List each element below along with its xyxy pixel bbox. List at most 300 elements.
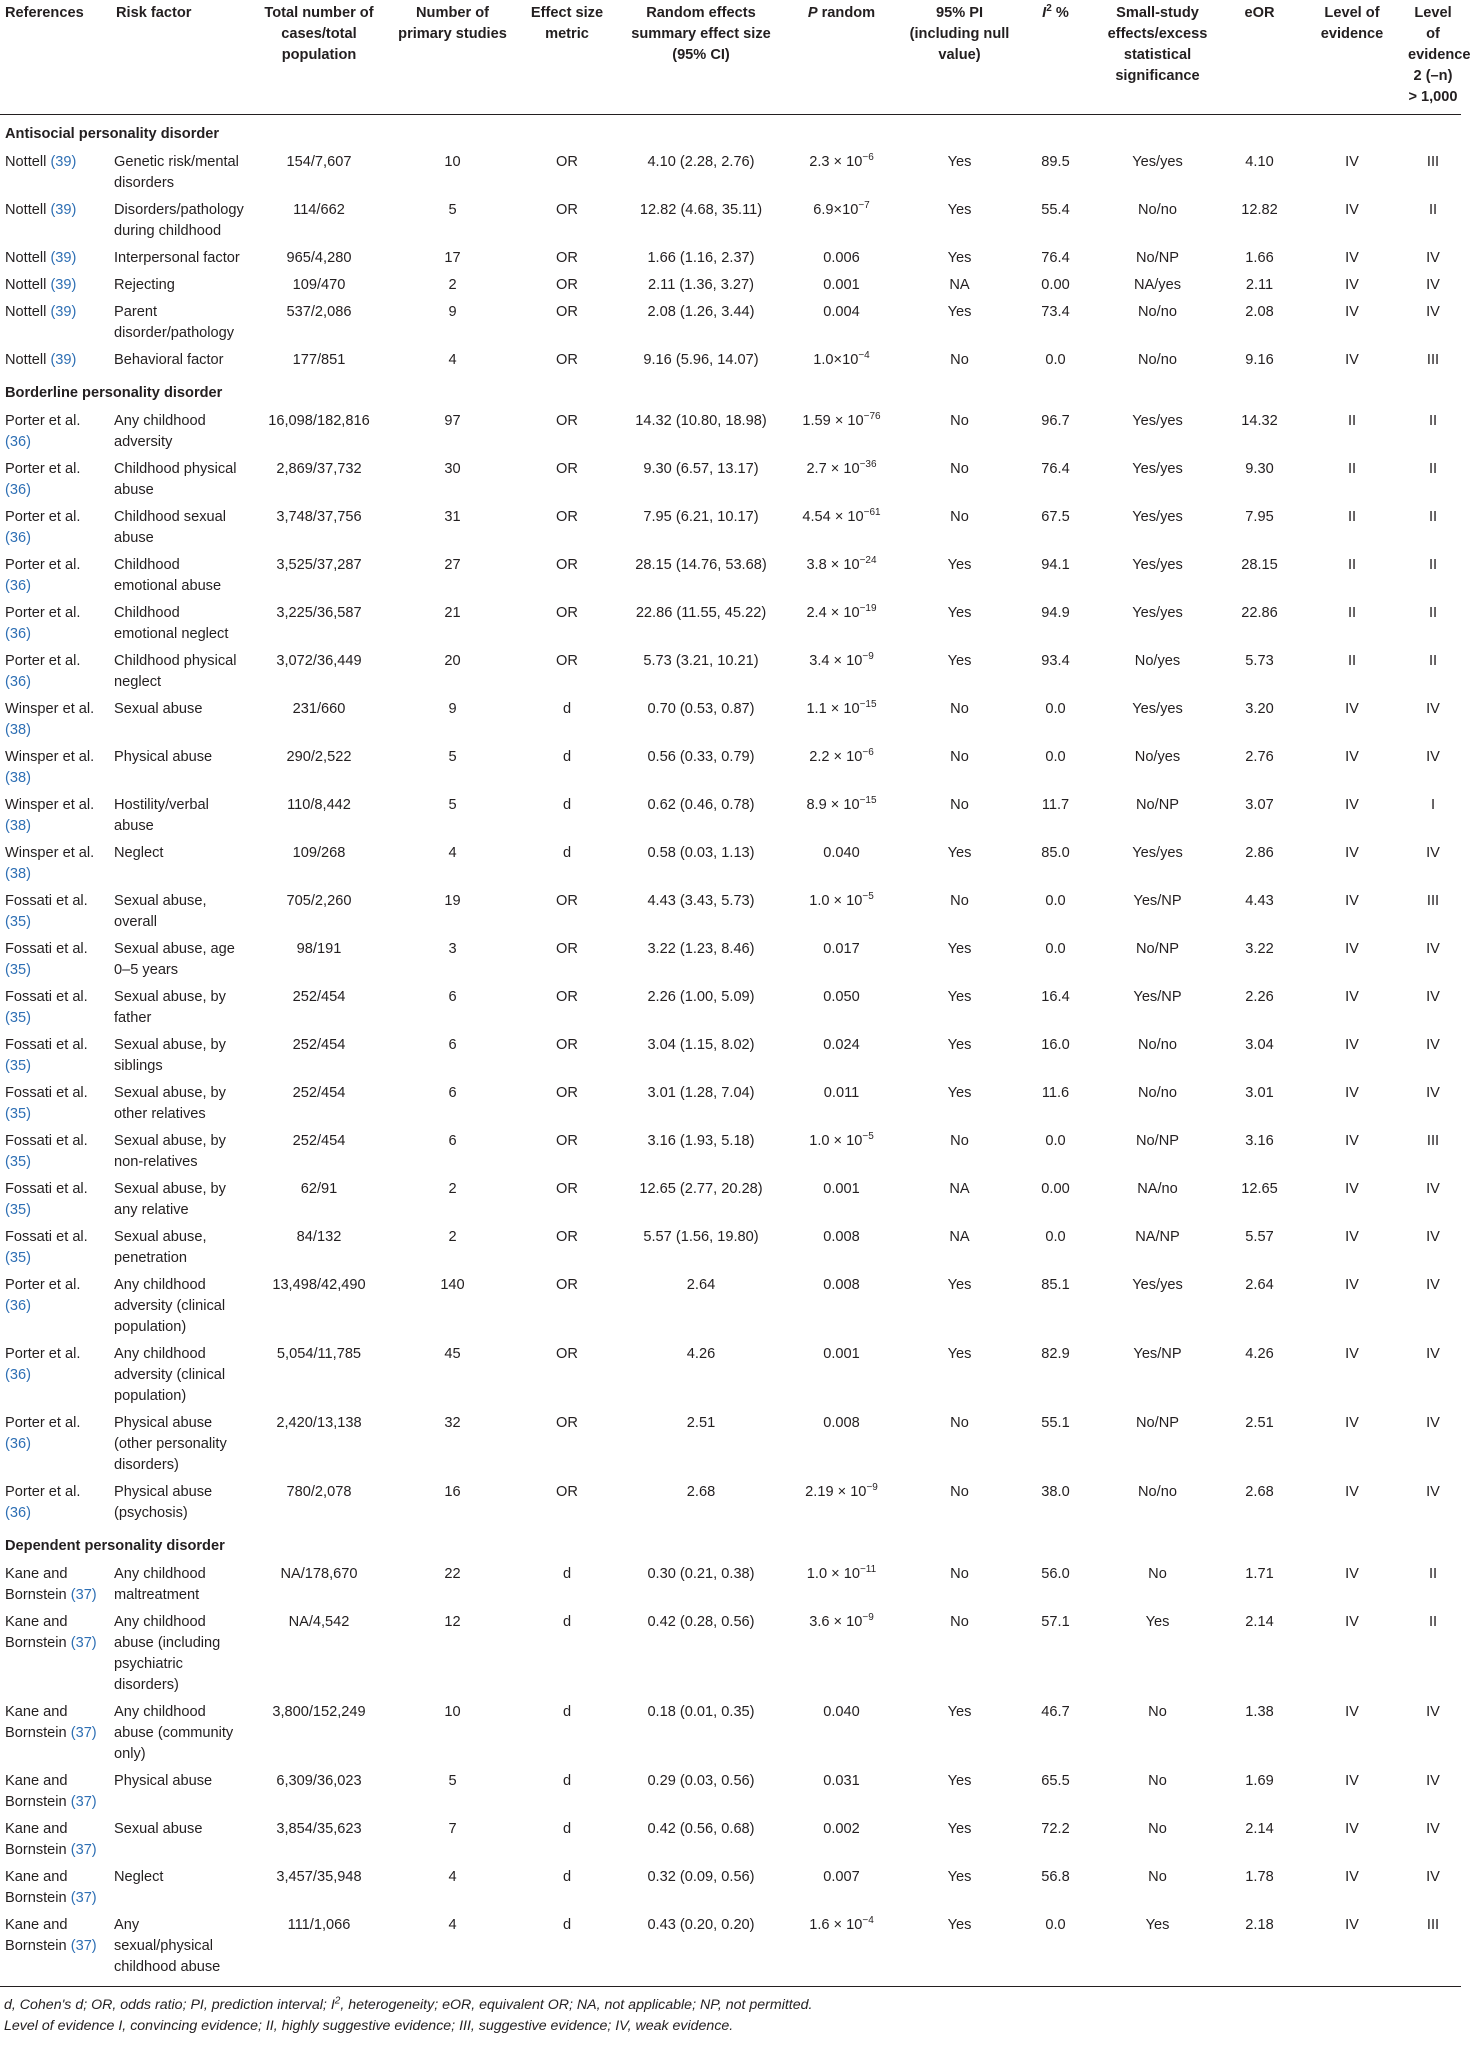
reference-cell: [0, 888, 111, 936]
total-cases-cell: 109/268: [292, 845, 346, 861]
p-value-base: 6.9×10: [813, 202, 859, 218]
level-of-evidence-2-cell: II: [1428, 653, 1438, 669]
effect-size-cell: 4.43 (3.43, 5.73): [647, 893, 755, 909]
level-of-evidence-cell: IV: [1345, 1133, 1359, 1149]
p-random-cell: [780, 1341, 903, 1410]
small-study-cell: NA/no: [1137, 1181, 1178, 1197]
prediction-interval-cell: No: [950, 1566, 969, 1582]
p-random-cell: [780, 984, 903, 1032]
reference-citation-link: (36): [5, 530, 31, 546]
prediction-interval-cell: NA: [949, 1229, 970, 1245]
i2-cell: 0.0: [1045, 941, 1066, 957]
primary-studies-cell: 9: [448, 701, 457, 717]
metric-cell: OR: [556, 1037, 578, 1053]
prediction-interval-cell: Yes: [947, 1277, 972, 1293]
effect-size-cell: 3.04 (1.15, 8.02): [647, 1037, 755, 1053]
risk-factor-cell: Disorders/pathology during childhood: [114, 202, 244, 239]
table-row: [0, 245, 1461, 272]
level-of-evidence-cell: IV: [1345, 1704, 1359, 1720]
reference-author: Nottell: [5, 154, 47, 170]
level-of-evidence-2-cell: I: [1430, 797, 1436, 813]
small-study-cell: No/no: [1138, 1484, 1177, 1500]
risk-factor-cell: Any sexual/physical childhood abuse: [111, 1912, 245, 1987]
p-value-base: 8.9 × 10: [806, 797, 860, 813]
risk-factor-cell: Sexual abuse, by other relatives: [114, 1085, 226, 1122]
small-study-cell: Yes/NP: [1133, 989, 1182, 1005]
level-of-evidence-2-cell: IV: [1426, 941, 1440, 957]
small-study-cell: Yes/yes: [1132, 845, 1183, 861]
level-of-evidence-2-cell: III: [1426, 893, 1440, 909]
metric-cell: OR: [556, 1277, 578, 1293]
table-row: [0, 456, 1461, 504]
risk-factor-cell: Childhood emotional abuse: [114, 557, 222, 594]
total-cases-cell: 3,072/36,449: [276, 653, 362, 669]
reference-cell: [0, 552, 111, 600]
prediction-interval-cell: No: [950, 1133, 969, 1149]
level-of-evidence-cell: IV: [1299, 1912, 1405, 1987]
effect-size-cell: 7.95 (6.21, 10.17): [643, 509, 759, 525]
p-value-exponent: −24: [859, 555, 877, 567]
primary-studies-cell: 45: [444, 1346, 461, 1362]
small-study-cell: Yes/yes: [1132, 1277, 1183, 1293]
reference-cell: [0, 840, 111, 888]
level-of-evidence-2-cell: II: [1428, 461, 1438, 477]
effect-size-cell: 2.11 (1.36, 3.27): [647, 277, 754, 293]
effect-size-cell: 0.70 (0.53, 0.87): [647, 701, 755, 717]
small-study-cell: No/no: [1138, 304, 1177, 320]
level-of-evidence-2-cell: IV: [1426, 1704, 1440, 1720]
table-row: [0, 272, 1461, 299]
primary-studies-cell: 2: [448, 1181, 457, 1197]
metric-cell: OR: [556, 250, 578, 266]
section-title: Borderline personality disorder: [5, 385, 223, 401]
p-value-base: 0.008: [823, 1277, 860, 1293]
primary-studies-cell: 5: [448, 1773, 457, 1789]
eor-cell: 4.43: [1245, 893, 1274, 909]
risk-factor-cell: Sexual abuse, overall: [114, 893, 207, 930]
eor-cell: 12.65: [1241, 1181, 1278, 1197]
metric-cell: d: [512, 1912, 622, 1987]
reference-author: Fossati et al.: [5, 1181, 88, 1197]
header-small-study: Small-study effects/excess statistical significance: [1095, 0, 1220, 115]
effect-size-cell: 4.10 (2.28, 2.76): [647, 154, 755, 170]
p-value-exponent: −15: [859, 699, 877, 711]
p-value-exponent: −76: [863, 411, 881, 423]
effect-size-cell: 3.16 (1.93, 5.18): [647, 1133, 755, 1149]
risk-factor-cell: Sexual abuse: [114, 701, 203, 717]
eor-cell: 28.15: [1241, 557, 1278, 573]
effect-size-cell: 28.15 (14.76, 53.68): [635, 557, 767, 573]
reference-author: Winsper et al.: [5, 701, 95, 717]
primary-studies-cell: 4: [448, 845, 457, 861]
reference-citation-link: (36): [5, 434, 31, 450]
table-row: [0, 936, 1461, 984]
reference-author: Fossati et al.: [5, 893, 88, 909]
reference-cell: [0, 600, 111, 648]
effect-size-cell: 5.73 (3.21, 10.21): [643, 653, 759, 669]
level-of-evidence-cell: IV: [1345, 797, 1359, 813]
p-value-base: 0.002: [823, 1821, 860, 1837]
total-cases-cell: 780/2,078: [286, 1484, 352, 1500]
total-cases-cell: 3,854/35,623: [276, 1821, 362, 1837]
primary-studies-cell: 30: [444, 461, 461, 477]
reference-cell: [0, 299, 111, 347]
eor-cell: 22.86: [1241, 605, 1278, 621]
table-row: [0, 1224, 1461, 1272]
effect-size-cell: 12.82 (4.68, 35.11): [639, 202, 763, 218]
p-value-base: 1.0 × 10: [809, 1133, 863, 1149]
p-random-cell: [780, 1032, 903, 1080]
i2-cell: 11.7: [1041, 797, 1070, 813]
reference-cell: [0, 1224, 111, 1272]
total-cases-cell: 252/454: [292, 989, 346, 1005]
level-of-evidence-cell: IV: [1345, 304, 1359, 320]
primary-studies-cell: 5: [448, 202, 457, 218]
total-cases-cell: 177/851: [292, 352, 346, 368]
total-cases-cell: 13,498/42,490: [272, 1277, 366, 1293]
prediction-interval-cell: Yes: [903, 1912, 1016, 1987]
metric-cell: OR: [556, 941, 578, 957]
prediction-interval-cell: No: [950, 749, 969, 765]
level-of-evidence-2-cell: II: [1428, 605, 1438, 621]
table-row: [0, 1176, 1461, 1224]
metric-cell: OR: [556, 1133, 578, 1149]
section-header-row: [0, 1527, 1461, 1561]
p-random-cell: [780, 197, 903, 245]
reference-author: Kane and Bornstein: [5, 1566, 68, 1603]
table-row: [0, 1768, 1461, 1816]
prediction-interval-cell: Yes: [947, 989, 972, 1005]
reference-author: Fossati et al.: [5, 941, 88, 957]
small-study-cell: No/no: [1138, 1037, 1177, 1053]
reference-citation-link: (37): [70, 1635, 97, 1651]
reference-author: Porter et al.: [5, 605, 81, 621]
reference-citation-link: (37): [70, 1587, 97, 1603]
small-study-cell: NA/NP: [1135, 1229, 1180, 1245]
prediction-interval-cell: Yes: [947, 1346, 972, 1362]
eor-cell: 2.18: [1220, 1912, 1299, 1987]
effect-size-cell: 22.86 (11.55, 45.22): [635, 605, 767, 621]
effect-size-cell: 5.57 (1.56, 19.80): [643, 1229, 759, 1245]
level-of-evidence-2-cell: IV: [1426, 250, 1440, 266]
total-cases-cell: NA/4,542: [288, 1614, 350, 1630]
p-random-cell: [780, 1912, 903, 1987]
header-total-cases: Total number of cases/total population: [245, 0, 393, 115]
eor-cell: 2.08: [1245, 304, 1274, 320]
small-study-cell: Yes/yes: [1132, 509, 1183, 525]
primary-studies-cell: 32: [444, 1415, 461, 1431]
level-of-evidence-2-cell: IV: [1426, 1415, 1440, 1431]
p-value-base: 1.0×10: [813, 352, 859, 368]
section-header-row: [0, 374, 1461, 408]
prediction-interval-cell: Yes: [947, 845, 972, 861]
p-random-cell: [780, 1479, 903, 1527]
header-random-effects: Random effects summary effect size (95% CI): [622, 0, 780, 115]
prediction-interval-cell: Yes: [947, 557, 972, 573]
effect-size-cell: 0.30 (0.21, 0.38): [647, 1566, 755, 1582]
reference-author: Nottell: [5, 304, 47, 320]
reference-cell: [0, 1699, 111, 1768]
level-of-evidence-2-cell: IV: [1426, 1277, 1440, 1293]
footnote-abbrev-b: , heterogeneity; eOR, equivalent OR; NA, not applicable; NP, not permitted.: [340, 1997, 813, 2013]
section-title: Antisocial personality disorder: [5, 126, 220, 142]
reference-citation-link: (37): [70, 1842, 97, 1858]
primary-studies-cell: 12: [444, 1614, 461, 1630]
i2-cell: 76.4: [1041, 461, 1070, 477]
table-row: [0, 1912, 1461, 1987]
total-cases-cell: 2,869/37,732: [276, 461, 362, 477]
p-random-cell: [780, 648, 903, 696]
effect-size-cell: 9.16 (5.96, 14.07): [643, 352, 759, 368]
total-cases-cell: 252/454: [292, 1085, 346, 1101]
level-of-evidence-2-cell: IV: [1426, 1484, 1440, 1500]
metric-cell: OR: [556, 653, 578, 669]
eor-cell: 3.22: [1245, 941, 1274, 957]
primary-studies-cell: 4: [393, 1912, 512, 1987]
reference-author: Fossati et al.: [5, 1229, 88, 1245]
level-of-evidence-cell: II: [1347, 653, 1357, 669]
prediction-interval-cell: Yes: [947, 304, 972, 320]
p-random-cell: [780, 1224, 903, 1272]
small-study-cell: No: [1148, 1821, 1167, 1837]
primary-studies-cell: 6: [448, 1037, 457, 1053]
reference-author: Porter et al.: [5, 509, 81, 525]
i2-cell: 0.0: [1045, 749, 1066, 765]
small-study-cell: No/NP: [1136, 1133, 1179, 1149]
p-value-base: 0.006: [823, 250, 860, 266]
p-value-exponent: −6: [862, 152, 874, 164]
reference-cell: [0, 197, 111, 245]
header-i2: [1016, 0, 1095, 115]
risk-factor-cell: Any childhood adversity (clinical population): [114, 1277, 226, 1335]
metric-cell: d: [562, 1869, 572, 1885]
small-study-cell: No/NP: [1136, 250, 1179, 266]
i2-cell: 0.00: [1041, 277, 1070, 293]
reference-author: Porter et al.: [5, 1484, 81, 1500]
reference-cell: [0, 1341, 111, 1410]
p-random-cell: [780, 272, 903, 299]
p-value-base: 0.007: [823, 1869, 860, 1885]
level-of-evidence-2-cell: IV: [1426, 749, 1440, 765]
total-cases-cell: 109/470: [292, 277, 346, 293]
risk-factor-cell: Any childhood maltreatment: [114, 1566, 206, 1603]
reference-author: Kane and Bornstein: [5, 1773, 68, 1810]
reference-cell: [0, 1768, 111, 1816]
eor-cell: 7.95: [1245, 509, 1274, 525]
level-of-evidence-2-cell: II: [1428, 1566, 1438, 1582]
i2-cell: 94.9: [1041, 605, 1070, 621]
level-of-evidence-cell: IV: [1345, 1346, 1359, 1362]
small-study-cell: Yes/yes: [1132, 461, 1183, 477]
reference-citation-link: (37): [70, 1890, 97, 1906]
level-of-evidence-cell: IV: [1345, 352, 1359, 368]
eor-cell: 2.26: [1245, 989, 1274, 1005]
p-value-base: 0.008: [823, 1415, 860, 1431]
p-value-base: 0.004: [823, 304, 860, 320]
total-cases-cell: 62/91: [300, 1181, 338, 1197]
table-body: [0, 115, 1461, 1987]
primary-studies-cell: 19: [444, 893, 461, 909]
level-of-evidence-2-cell: IV: [1426, 989, 1440, 1005]
level-of-evidence-2-cell: IV: [1426, 845, 1440, 861]
risk-factor-cell: Any childhood adversity: [114, 413, 206, 450]
i2-cell: 89.5: [1041, 154, 1070, 170]
risk-factor-cell: Any childhood abuse (community only): [114, 1704, 234, 1762]
i2-cell: 16.0: [1041, 1037, 1070, 1053]
small-study-cell: No/NP: [1136, 941, 1179, 957]
risk-factor-cell: Neglect: [114, 1869, 164, 1885]
p-random-cell: [780, 552, 903, 600]
i2-cell: 0.0: [1045, 701, 1066, 717]
p-value-base: 2.19 × 10: [805, 1484, 867, 1500]
effect-size-cell: 0.32 (0.09, 0.56): [647, 1869, 755, 1885]
p-value-exponent: −4: [858, 350, 870, 362]
total-cases-cell: 6,309/36,023: [276, 1773, 362, 1789]
table-row: [0, 744, 1461, 792]
reference-citation-link: (38): [5, 722, 31, 738]
eor-cell: 1.71: [1245, 1566, 1274, 1582]
metric-cell: d: [562, 1614, 572, 1630]
p-value-base: 0.040: [823, 1704, 860, 1720]
total-cases-cell: 3,800/152,249: [272, 1704, 366, 1720]
p-random-cell: [780, 1176, 903, 1224]
prediction-interval-cell: Yes: [947, 941, 972, 957]
total-cases-cell: 3,457/35,948: [276, 1869, 362, 1885]
level-of-evidence-cell: II: [1347, 605, 1357, 621]
prediction-interval-cell: No: [950, 797, 969, 813]
eor-cell: 2.76: [1245, 749, 1274, 765]
risk-factor-cell: Childhood sexual abuse: [114, 509, 226, 546]
p-random-cell: [780, 1699, 903, 1768]
p-value-base: 0.040: [823, 845, 860, 861]
header-risk-factor: Risk factor: [111, 0, 245, 115]
reference-citation-link: (39): [50, 202, 77, 218]
level-of-evidence-cell: IV: [1345, 1277, 1359, 1293]
prediction-interval-cell: NA: [949, 277, 970, 293]
p-random-cell: [780, 840, 903, 888]
reference-citation-link: (36): [5, 1298, 31, 1314]
reference-cell: [0, 696, 111, 744]
reference-cell: [0, 936, 111, 984]
metric-cell: OR: [556, 989, 578, 1005]
metric-cell: OR: [556, 1415, 578, 1431]
p-value-exponent: −4: [862, 1915, 874, 1927]
small-study-cell: No/yes: [1134, 653, 1181, 669]
eor-cell: 5.73: [1245, 653, 1274, 669]
reference-cell: [0, 1410, 111, 1479]
reference-citation-link: (36): [5, 626, 31, 642]
level-of-evidence-2-cell: IV: [1426, 1181, 1440, 1197]
eor-cell: 2.68: [1245, 1484, 1274, 1500]
level-of-evidence-2-cell: IV: [1426, 1869, 1440, 1885]
small-study-cell: Yes/yes: [1132, 413, 1183, 429]
p-random-cell: [780, 1272, 903, 1341]
p-value-base: 0.050: [823, 989, 860, 1005]
p-value-exponent: −5: [862, 1131, 874, 1143]
p-random-cell: [780, 408, 903, 456]
small-study-cell: Yes/yes: [1132, 154, 1183, 170]
reference-citation-link: (39): [50, 304, 77, 320]
level-of-evidence-2-cell: IV: [1426, 304, 1440, 320]
p-value-base: 2.2 × 10: [809, 749, 863, 765]
total-cases-cell: 3,225/36,587: [276, 605, 362, 621]
table-row: [0, 1032, 1461, 1080]
p-value-base: 0.001: [823, 1346, 860, 1362]
prediction-interval-cell: No: [950, 893, 969, 909]
p-random-cell: [780, 299, 903, 347]
reference-cell: [0, 984, 111, 1032]
primary-studies-cell: 6: [448, 1085, 457, 1101]
small-study-cell: NA/yes: [1133, 277, 1182, 293]
table-row: [0, 197, 1461, 245]
level-of-evidence-2-cell: II: [1428, 413, 1438, 429]
reference-author: Kane and Bornstein: [5, 1704, 68, 1741]
total-cases-cell: 154/7,607: [286, 154, 352, 170]
i2-cell: 76.4: [1041, 250, 1070, 266]
primary-studies-cell: 17: [444, 250, 461, 266]
reference-citation-link: (38): [5, 866, 31, 882]
p-value-base: 4.54 × 10: [802, 509, 864, 525]
i2-cell: 93.4: [1041, 653, 1070, 669]
table-row: [0, 1561, 1461, 1609]
p-value-exponent: −61: [863, 507, 881, 519]
effect-size-cell: 2.64: [686, 1277, 716, 1293]
table-row: [0, 696, 1461, 744]
reference-author: Nottell: [5, 202, 47, 218]
eor-cell: 4.10: [1245, 154, 1274, 170]
small-study-cell: No/no: [1138, 1085, 1177, 1101]
reference-cell: [0, 1032, 111, 1080]
header-p-letter: P: [807, 5, 818, 21]
level-of-evidence-cell: IV: [1345, 893, 1359, 909]
header-i-sup: 2: [1046, 3, 1052, 15]
level-of-evidence-cell: IV: [1345, 1415, 1359, 1431]
metric-cell: OR: [556, 304, 578, 320]
reference-author: Kane and Bornstein: [5, 1869, 68, 1906]
metric-cell: d: [562, 1704, 572, 1720]
reference-author: Fossati et al.: [5, 989, 88, 1005]
primary-studies-cell: 9: [448, 304, 457, 320]
reference-cell: [0, 1176, 111, 1224]
reference-citation-link: (35): [5, 1154, 31, 1170]
risk-factor-cell: Neglect: [114, 845, 164, 861]
reference-citation-link: (35): [5, 1250, 31, 1266]
i2-cell: 85.1: [1041, 1277, 1070, 1293]
table-row: [0, 504, 1461, 552]
reference-cell: [0, 245, 111, 272]
p-value-exponent: −11: [859, 1564, 877, 1576]
reference-citation-link: (37): [70, 1938, 97, 1954]
reference-citation-link: (35): [5, 1058, 31, 1074]
primary-studies-cell: 21: [444, 605, 461, 621]
eor-cell: 2.11: [1245, 277, 1274, 293]
table-row: [0, 888, 1461, 936]
risk-factor-cell: Physical abuse: [114, 749, 213, 765]
eor-cell: 3.16: [1245, 1133, 1274, 1149]
total-cases-cell: 290/2,522: [286, 749, 352, 765]
reference-cell: [0, 456, 111, 504]
level-of-evidence-2-cell: IV: [1426, 1773, 1440, 1789]
effect-size-cell: 2.08 (1.26, 3.44): [647, 304, 755, 320]
header-i-rest: %: [1051, 5, 1069, 21]
p-random-cell: [780, 744, 903, 792]
level-of-evidence-cell: II: [1347, 509, 1357, 525]
p-value-exponent: −36: [859, 459, 877, 471]
prediction-interval-cell: No: [950, 461, 969, 477]
risk-factor-cell: Childhood physical neglect: [114, 653, 237, 690]
total-cases-cell: 111/1,066: [245, 1912, 393, 1987]
reference-cell: [0, 347, 111, 374]
